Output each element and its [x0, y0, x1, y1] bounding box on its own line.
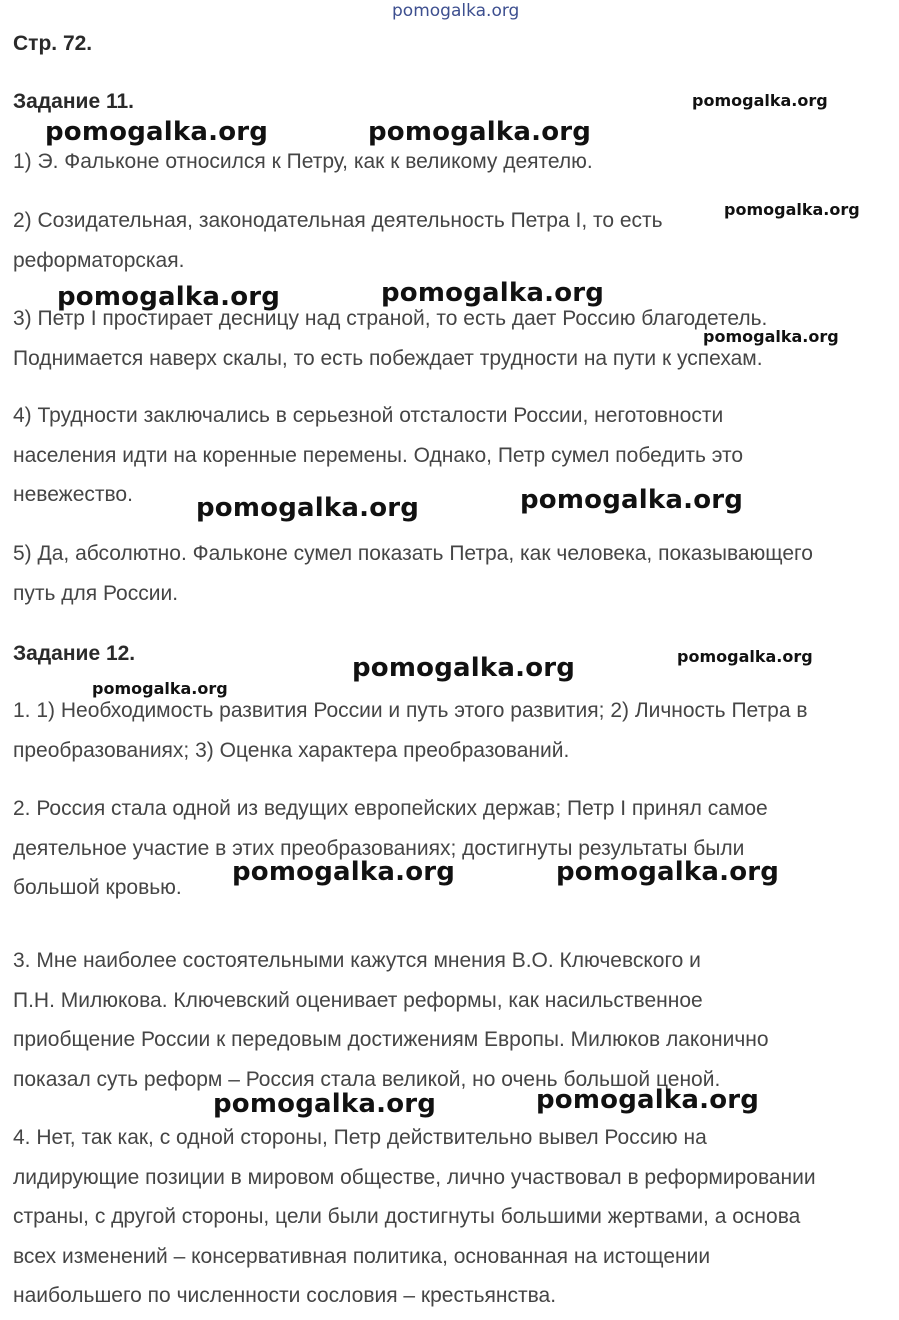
watermark: pomogalka.org: [213, 1089, 437, 1119]
watermark: pomogalka.org: [92, 679, 228, 698]
text-line: лидирующие позиции в мировом обществе, лично участвовал в реформировании: [13, 1165, 816, 1189]
watermark: pomogalka.org: [556, 857, 780, 887]
task12-item-3: [13, 941, 893, 1099]
watermark: pomogalka.org: [677, 647, 813, 666]
task12-item-4: [13, 1118, 893, 1316]
task11-item-4: [13, 396, 893, 515]
watermark: pomogalka.org: [536, 1085, 760, 1115]
text-line: всех изменений – консервативная политика, основанная на истощении: [13, 1244, 711, 1268]
watermark: pomogalka.org: [368, 117, 592, 147]
text-line: 2) Созидательная, законодательная деятельность Петра I, то есть: [13, 209, 663, 232]
text-line: наибольшего по численности сословия – крестьянства.: [13, 1284, 557, 1307]
task11-item-5: [13, 534, 893, 613]
text-line: путь для России.: [13, 581, 179, 605]
watermark: pomogalka.org: [703, 327, 839, 346]
task11-heading: Задание 11.: [13, 90, 134, 113]
text-line: 4) Трудности заключались в серьезной отсталости России, неготовности: [13, 404, 724, 427]
text-line: Поднимается наверх скалы, то есть побеждает трудности на пути к успехам.: [13, 346, 763, 370]
text-line: 1. 1) Необходимость развития России и путь этого развития; 2) Личность Петра в: [13, 699, 808, 722]
watermark: pomogalka.org: [232, 857, 456, 887]
text-line: 3. Мне наиболее состоятельными кажутся мнения В.О. Ключевского и: [13, 949, 701, 972]
watermark: pomogalka.org: [724, 200, 860, 219]
task12-item-1: [13, 691, 893, 770]
watermark: pomogalka.org: [45, 117, 269, 147]
top-watermark: pomogalka.org: [392, 1, 520, 21]
text-line: большой кровью.: [13, 876, 182, 899]
watermark: pomogalka.org: [692, 91, 828, 110]
text-line: 4. Нет, так как, с одной стороны, Петр действительно вывел Россию на: [13, 1126, 707, 1149]
text-line: показал суть реформ – Россия стала великой, но очень большой ценой.: [13, 1067, 721, 1091]
task12-heading: Задание 12.: [13, 642, 136, 665]
text-line: 2. Россия стала одной из ведущих европейских держав; Петр I принял самое: [13, 797, 768, 820]
text-line: 3) Петр I простирает десницу над страной, то есть дает Россию благодетель.: [13, 307, 768, 330]
page-label: Стр. 72.: [13, 32, 93, 55]
watermark: pomogalka.org: [381, 278, 605, 308]
text-line: П.Н. Милюкова. Ключевский оценивает реформы, как насильственное: [13, 988, 703, 1012]
text-line: деятельное участие в этих преобразованиях; достигнуты результаты были: [13, 836, 745, 860]
task12-item-2: [13, 789, 893, 908]
watermark: pomogalka.org: [57, 282, 281, 312]
watermark: pomogalka.org: [196, 493, 420, 523]
text-line: невежество.: [13, 483, 133, 506]
watermark: pomogalka.org: [352, 653, 576, 683]
text-line: преобразованиях; 3) Оценка характера преобразований.: [13, 738, 570, 762]
text-line: страны, с другой стороны, цели были достигнуты большими жертвами, а основа: [13, 1205, 801, 1228]
text-line: 1) Э. Фальконе относился к Петру, как к великому деятелю.: [13, 150, 593, 173]
text-line: реформаторская.: [13, 248, 185, 272]
text-line: приобщение России к передовым достижениям Европы. Милюков лаконично: [13, 1028, 769, 1051]
text-line: 5) Да, абсолютно. Фальконе сумел показать Петра, как человека, показывающего: [13, 542, 813, 565]
watermark: pomogalka.org: [520, 485, 744, 515]
text-line: населения идти на коренные перемены. Однако, Петр сумел победить это: [13, 443, 744, 467]
task11-item-1: [13, 142, 893, 182]
